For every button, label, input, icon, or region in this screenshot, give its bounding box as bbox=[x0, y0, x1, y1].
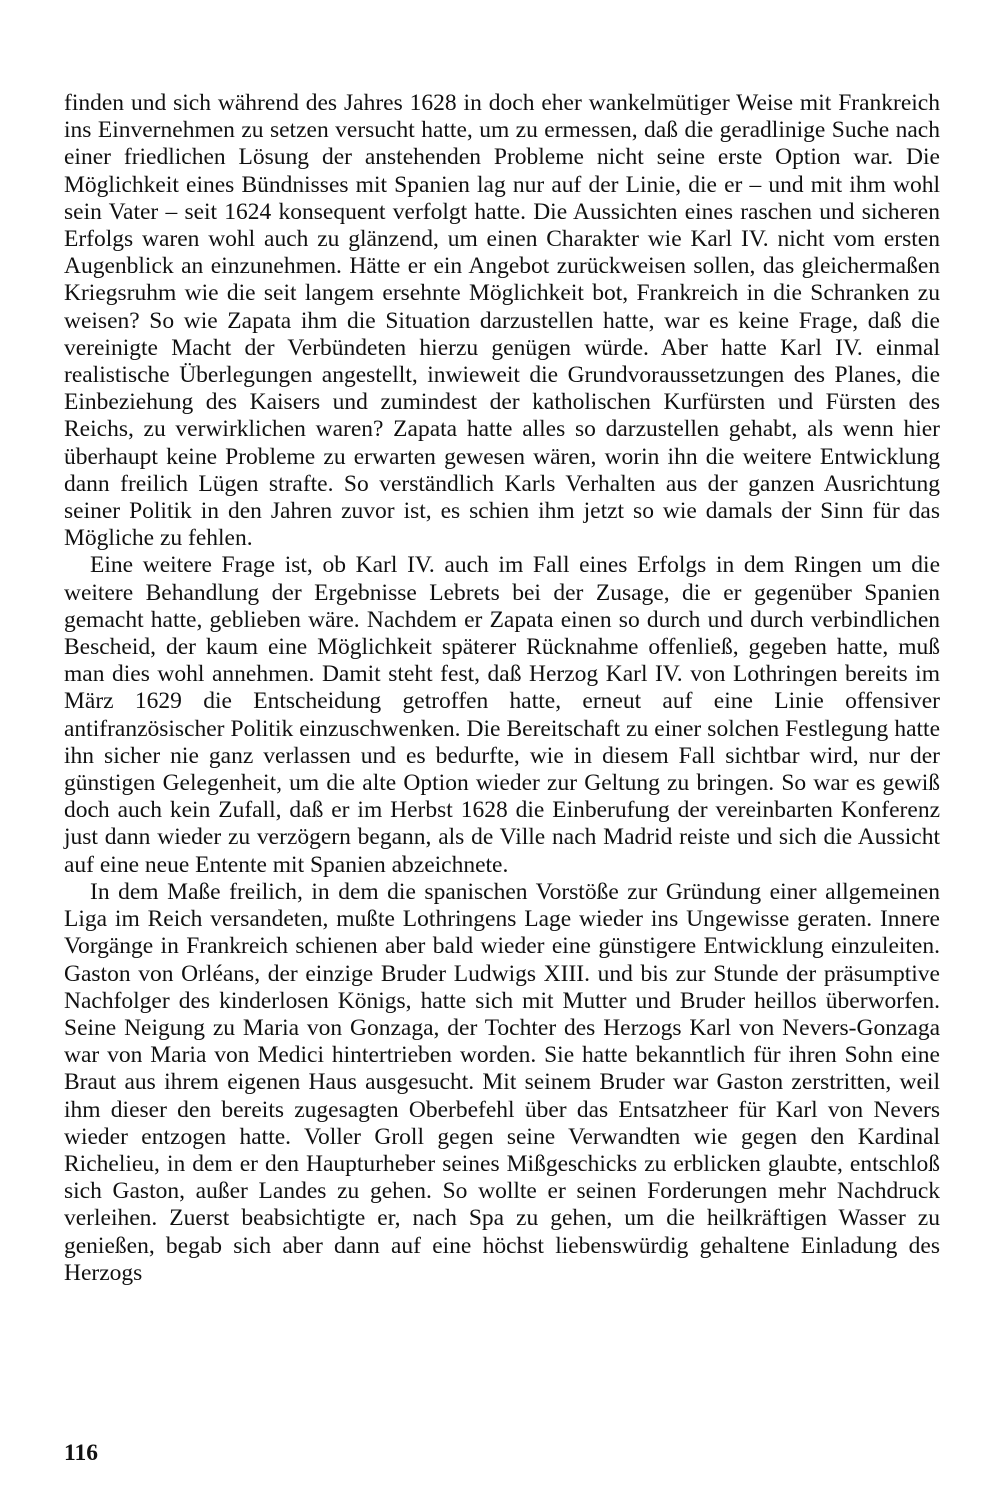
page-number: 116 bbox=[64, 1440, 98, 1466]
paragraph-2: Eine weitere Frage ist, ob Karl IV. auch im Fall eines Erfolgs in dem Ringen um die weitere Behandlung der Ergebnisse Lebrets bei der Zusage, die er gegenüber Spanien gemacht hatte, geblieben wäre. Nachdem er Zapata einen so durch und durch verbindlichen Bescheid, der kaum eine Möglichkeit späterer Rücknahme offenließ, gegeben hatte, muß man dies wohl annehmen. Damit steht fest, daß Herzog Karl IV. von Lothringen bereits im März 1629 die Entscheidung getroffen hatte, erneut auf eine Linie offensiver antifranzösischer Politik einzuschwenken. Die Bereitschaft zu einer solchen Festlegung hatte ihn sicher nie ganz verlassen und es bedurfte, wie in diesem Fall sichtbar wird, nur der günstigen Gelegenheit, um die alte Option wieder zur Geltung zu bringen. So war es gewiß doch auch kein Zufall, daß er im Herbst 1628 die Einberufung der vereinbarten Konferenz just dann wieder zu verzögern begann, als de Ville nach Madrid reiste und sich die Aussicht auf eine neue Entente mit Spanien abzeichnete. bbox=[64, 552, 940, 878]
paragraph-1: finden und sich während des Jahres 1628 in doch eher wankelmütiger Weise mit Frankreich ins Einvernehmen zu setzen versucht hatte, um zu ermessen, daß die geradlinige Suche nach einer friedlichen Lösung der anstehenden Probleme nicht seine erste Option war. Die Möglichkeit eines Bündnisses mit Spanien lag nur auf der Linie, die er – und mit ihm wohl sein Vater – seit 1624 konsequent verfolgt hatte. Die Aussichten eines raschen und sicheren Erfolgs waren wohl auch zu glänzend, um einen Charakter wie Karl IV. nicht vom ersten Augenblick an einzunehmen. Hätte er ein Angebot zurückweisen sollen, das gleichermaßen Kriegsruhm wie die seit langem ersehnte Möglichkeit bot, Frankreich in die Schranken zu weisen? So wie Zapata ihm die Situation darzustellen hatte, war es keine Frage, daß die vereinigte Macht der Verbündeten hierzu genügen würde. Aber hatte Karl IV. einmal realistische Überlegungen angestellt, inwieweit die Grundvoraussetzungen des Planes, die Einbeziehung des Kaisers und zumindest der katholischen Kurfürsten und Fürsten des Reichs, zu verwirklichen waren? Zapata hatte alles so darzustellen gehabt, als wenn hier überhaupt keine Probleme zu erwarten gewesen wären, worin ihn die weitere Entwicklung dann freilich Lügen strafte. So verständlich Karls Verhalten aus der ganzen Ausrichtung seiner Politik in den Jahren zuvor ist, es schien ihm jetzt so wie damals der Sinn für das Mögliche zu fehlen. bbox=[64, 90, 940, 552]
document-body bbox=[64, 90, 940, 1287]
paragraph-3: In dem Maße freilich, in dem die spanischen Vorstöße zur Gründung einer allgemeinen Liga im Reich versandeten, mußte Lothringens Lage wieder ins Ungewisse geraten. Innere Vorgänge in Frankreich schienen aber bald wieder eine günstigere Entwicklung einzuleiten. Gaston von Orléans, der einzige Bruder Ludwigs XIII. und bis zur Stunde der präsumptive Nachfolger des kinderlosen Königs, hatte sich mit Mutter und Bruder heillos überworfen. Seine Neigung zu Maria von Gonzaga, der Tochter des Herzogs Karl von Nevers-Gonzaga war von Maria von Medici hintertrieben worden. Sie hatte bekanntlich für ihren Sohn eine Braut aus ihrem eigenen Haus ausgesucht. Mit seinem Bruder war Gaston zerstritten, weil ihm dieser den bereits zugesagten Oberbefehl über das Entsatzheer für Karl von Nevers wieder entzogen hatte. Voller Groll gegen seine Verwandten wie gegen den Kardinal Richelieu, in dem er den Haupturheber seines Mißgeschicks zu erblicken glaubte, entschloß sich Gaston, außer Landes zu gehen. So wollte er seinen Forderungen mehr Nachdruck verleihen. Zuerst beabsichtigte er, nach Spa zu gehen, um die heilkräftigen Wasser zu genießen, begab sich aber dann auf eine höchst liebenswürdig gehaltene Einladung des Herzogs bbox=[64, 878, 940, 1286]
